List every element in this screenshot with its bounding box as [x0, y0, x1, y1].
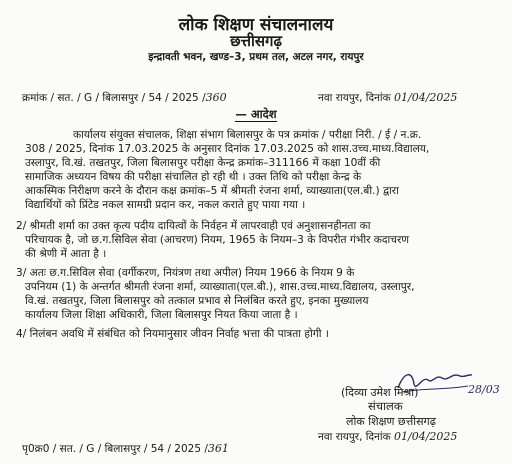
state-title: छत्तीसगढ़	[230, 32, 282, 50]
signatory-office: लोक शिक्षण छत्तीसगढ़	[346, 415, 436, 428]
endorsement-reference	[22, 442, 229, 456]
office-address: इन्द्रावती भवन, खण्ड–3, प्रथम तल, अटल नगर, रायपुर	[148, 51, 364, 63]
body-line: की श्रेणी में आता है ।	[25, 248, 107, 260]
body-line: उपनियम (1) के अन्तर्गत श्रीमती रंजना शर्मा, व्याख्याता(एल.बी.), शास.उच्च.माध्य.विद्यालय, उस्लापुर,	[25, 281, 415, 293]
body-line: कार्यालय जिला शिक्षा अधिकारी, जिला बिलासपुर नियत किया जाता है ।	[25, 309, 298, 321]
body-line: आकस्मिक निरीक्षण करने के दौरान कक्ष क्रमांक–5 में श्रीमती रंजना शर्मा, व्याख्याता(एल.बी.) द्वारा	[25, 185, 399, 197]
body-line: 2/ श्रीमती शर्मा का उक्त कृत्य पदीय दायित्वों के निर्वहन में लापरवाही एवं अनुशासनहीनता का	[16, 220, 371, 232]
order-place-date: नवा रायपुर, दिनांक	[318, 92, 391, 104]
body-line: वि.खं. तखतपुर, जिला बिलासपुर को तत्काल प्रभाव से निलंबित करते हुए, इनका मुख्यालय	[25, 295, 369, 307]
body-line: 3/ अतः छ.ग.सिविल सेवा (वर्गीकरण, नियंत्रण तथा अपील) नियम 1966 के नियम 9 के	[16, 267, 355, 279]
order-reference	[22, 91, 227, 105]
body-line: परिचायक है, जो छ.ग.सिविल सेवा (आचरण) नियम, 1965 के नियम–3 के विपरीत गंभीर कदाचरण	[25, 234, 409, 246]
order-number: क्रमांक / सत. / G / बिलासपुर / 54 / 2025 /	[22, 92, 206, 104]
order-date	[318, 91, 457, 105]
office-title: लोक शिक्षण संचालनालय	[178, 15, 334, 35]
body-line: उस्लापुर, वि.खं. तखतपुर, जिला बिलासपुर परीक्षा केन्द्र क्रमांक–311166 में कक्षा 10वीं की	[25, 157, 381, 169]
endorsement-date	[318, 430, 457, 444]
body-line: विद्यार्थियों को प्रिंटेड नकल सामग्री प्रदान कर, नकल कराते हुए पाया गया ।	[25, 199, 306, 211]
endorsement-number-handwritten: 361	[207, 442, 229, 455]
endorsement-date-handwritten: 01/04/2025	[394, 430, 458, 443]
order-number-handwritten: 360	[205, 91, 227, 104]
order-title: — आदेश	[235, 107, 277, 121]
signatory-designation: संचालक	[368, 399, 403, 413]
endorsement-number: पृ0क्र0 / सत. / G / बिलासपुर / 54 / 2025 /	[22, 443, 208, 455]
endorsement-place-date: नवा रायपुर, दिनांक	[318, 431, 391, 443]
signature-date-handwritten: 28/03	[468, 383, 500, 396]
body-line: कार्यालय संयुक्त संचालक, शिक्षा संभाग बिलासपुर के पत्र क्रमांक / परीक्षा निरी. / ई / न.क्र.	[73, 129, 422, 141]
body-line: सामाजिक अध्ययन विषय की परीक्षा संचालित हो रही थी । उक्त तिथि को परीक्षा केन्द्र के	[25, 171, 362, 183]
order-date-handwritten: 01/04/2025	[394, 91, 458, 104]
body-line: 308 / 2025, दिनांक 17.03.2025 के अनुसार दिनांक 17.03.2025 को शास.उच्च.माध्य.विद्यालय,	[25, 143, 430, 155]
signatory-name: (दिव्या उमेश मिश्रा)	[341, 386, 419, 399]
body-line: 4/ निलंबन अवधि में संबंधित को नियमानुसार जीवन निर्वाह भत्ता की पात्रता होगी ।	[16, 328, 329, 340]
